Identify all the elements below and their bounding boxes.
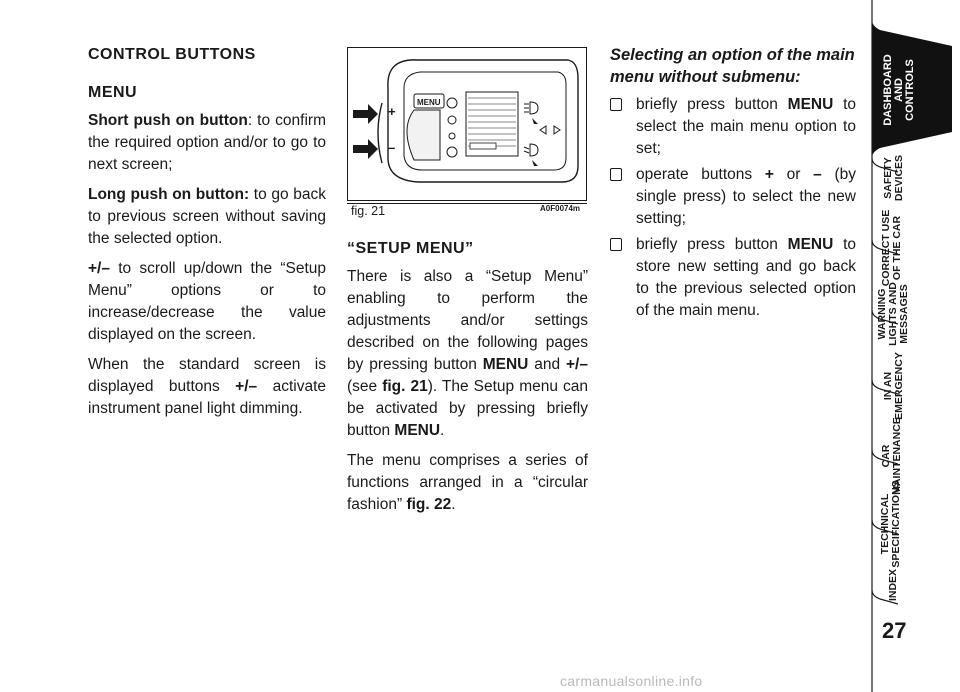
tab-technical-specifications[interactable]: TECHNICAL SPECIFICATIONS [879,480,902,568]
tab-safety-devices[interactable]: SAFETY DEVICES [882,154,905,202]
heading-setup-menu: “SETUP MENU” [347,240,474,257]
list-item [610,94,856,160]
heading-selecting-option: Selecting an option of the main menu without submenu: [610,46,855,86]
text-setup-5: . [440,422,445,439]
bullet2-text-a: operate buttons [636,166,765,183]
tab-car-maintenance[interactable]: CAR MAINTENANCE [880,417,903,495]
text-standard-screen: When the standard screen is displayed buttons [88,356,326,395]
checkbox-bullet-icon [610,238,622,251]
figure-caption: fig. 21 [351,204,386,218]
menu-button-label: MENU [417,98,441,107]
fig-ref-21: fig. 21 [382,378,428,395]
heading-menu: MENU [88,84,138,101]
column-setup-menu [347,238,588,524]
tab-correct-use[interactable]: CORRECT USE OF THE CAR [880,209,903,287]
checkbox-bullet-icon [610,98,622,111]
watermark: carmanualsonline.info [560,673,703,689]
bullet1-text-b: to select the main menu option to set; [636,96,856,157]
text-long-push: to go back to previous screen without saving the selected option. [88,186,326,247]
list-item [610,164,856,230]
bullet3-text-b: to store new setting and go back to the previous selected option of the main menu. [636,236,856,319]
heading-control-buttons: CONTROL BUTTONS [88,46,256,63]
low-beam-icon [524,144,538,166]
text-setup-3: (see [347,378,383,395]
figure-21-illustration [348,48,586,200]
arrow-plus-icon [353,104,378,124]
text-short-push: : to confirm the required option and/or to go to next screen; [88,112,326,173]
checkbox-bullet-icon [610,168,622,181]
arrow-minus-icon [353,139,378,159]
bullet2-plus: + [764,166,774,183]
paragraph-plus-minus [88,258,326,346]
paragraph-circular [347,450,588,516]
text-circular-2: . [451,496,456,513]
bullet2-text-c: (by single press) to select the new setting; [636,166,856,227]
column-control-buttons [88,44,326,428]
bold-plus-minus: +/– [88,260,110,277]
text-circular-1: The menu comprises a series of functions arranged in a “circular fashion” [347,452,588,513]
list-item [610,234,856,322]
tab-index[interactable]: INDEX [887,568,899,602]
page-number: 27 [882,618,907,643]
bullet1-menu: MENU [787,96,834,113]
high-beam-icon [524,102,538,124]
bullet1-text-a: briefly press button [636,96,788,113]
plus-label: + [388,104,396,119]
tab-warning-lights[interactable]: WARNING LIGHTS AND MESSAGES [876,282,910,346]
column-selecting-option [610,44,856,326]
indicator-arrows-icon [540,126,560,134]
bold-plus-minus-3: +/– [566,356,588,373]
bold-menu-2: MENU [394,422,441,439]
paragraph-long-push [88,184,326,250]
text-light-dimming: activate instrument panel light dimming. [88,378,326,417]
text-plus-minus: to scroll up/down the “Setup Menu” options or to increase/decrease the value displayed on the screen. [88,260,326,343]
text-setup-4: ). The Setup menu can be activated by pressing briefly button [347,378,588,439]
figure-code: A0F0074m [540,204,581,213]
bullet2-minus: – [813,166,822,183]
bullet3-text-a: briefly press button [636,236,788,253]
headlight-icon [447,98,457,108]
bold-long-push: Long push on button: [88,186,250,203]
sun-icon [448,116,456,124]
fig-ref-22: fig. 22 [406,496,452,513]
dot-icon [449,133,455,139]
bold-short-push: Short push on button [88,112,248,129]
bullet2-text-b: or [773,166,814,183]
tab-in-an-emergency[interactable]: IN AN EMERGENCY [882,352,905,420]
warning-icon [447,147,457,157]
paragraph-short-push [88,110,326,176]
bullet3-menu: MENU [787,236,834,253]
bold-menu-1: MENU [482,356,529,373]
paragraph-setup-menu [347,266,588,442]
text-setup-1: There is also a “Setup Menu” enabling to perform the adjustments and/or settings described on the following pages by pressing button [347,268,588,373]
minus-label: – [388,140,396,155]
bold-plus-minus-2: +/– [235,378,258,395]
text-setup-2: and [528,356,566,373]
paragraph-standard-screen [88,354,326,420]
tab-dashboard-and-controls[interactable]: DASHBOARD AND CONTROLS [882,54,916,126]
